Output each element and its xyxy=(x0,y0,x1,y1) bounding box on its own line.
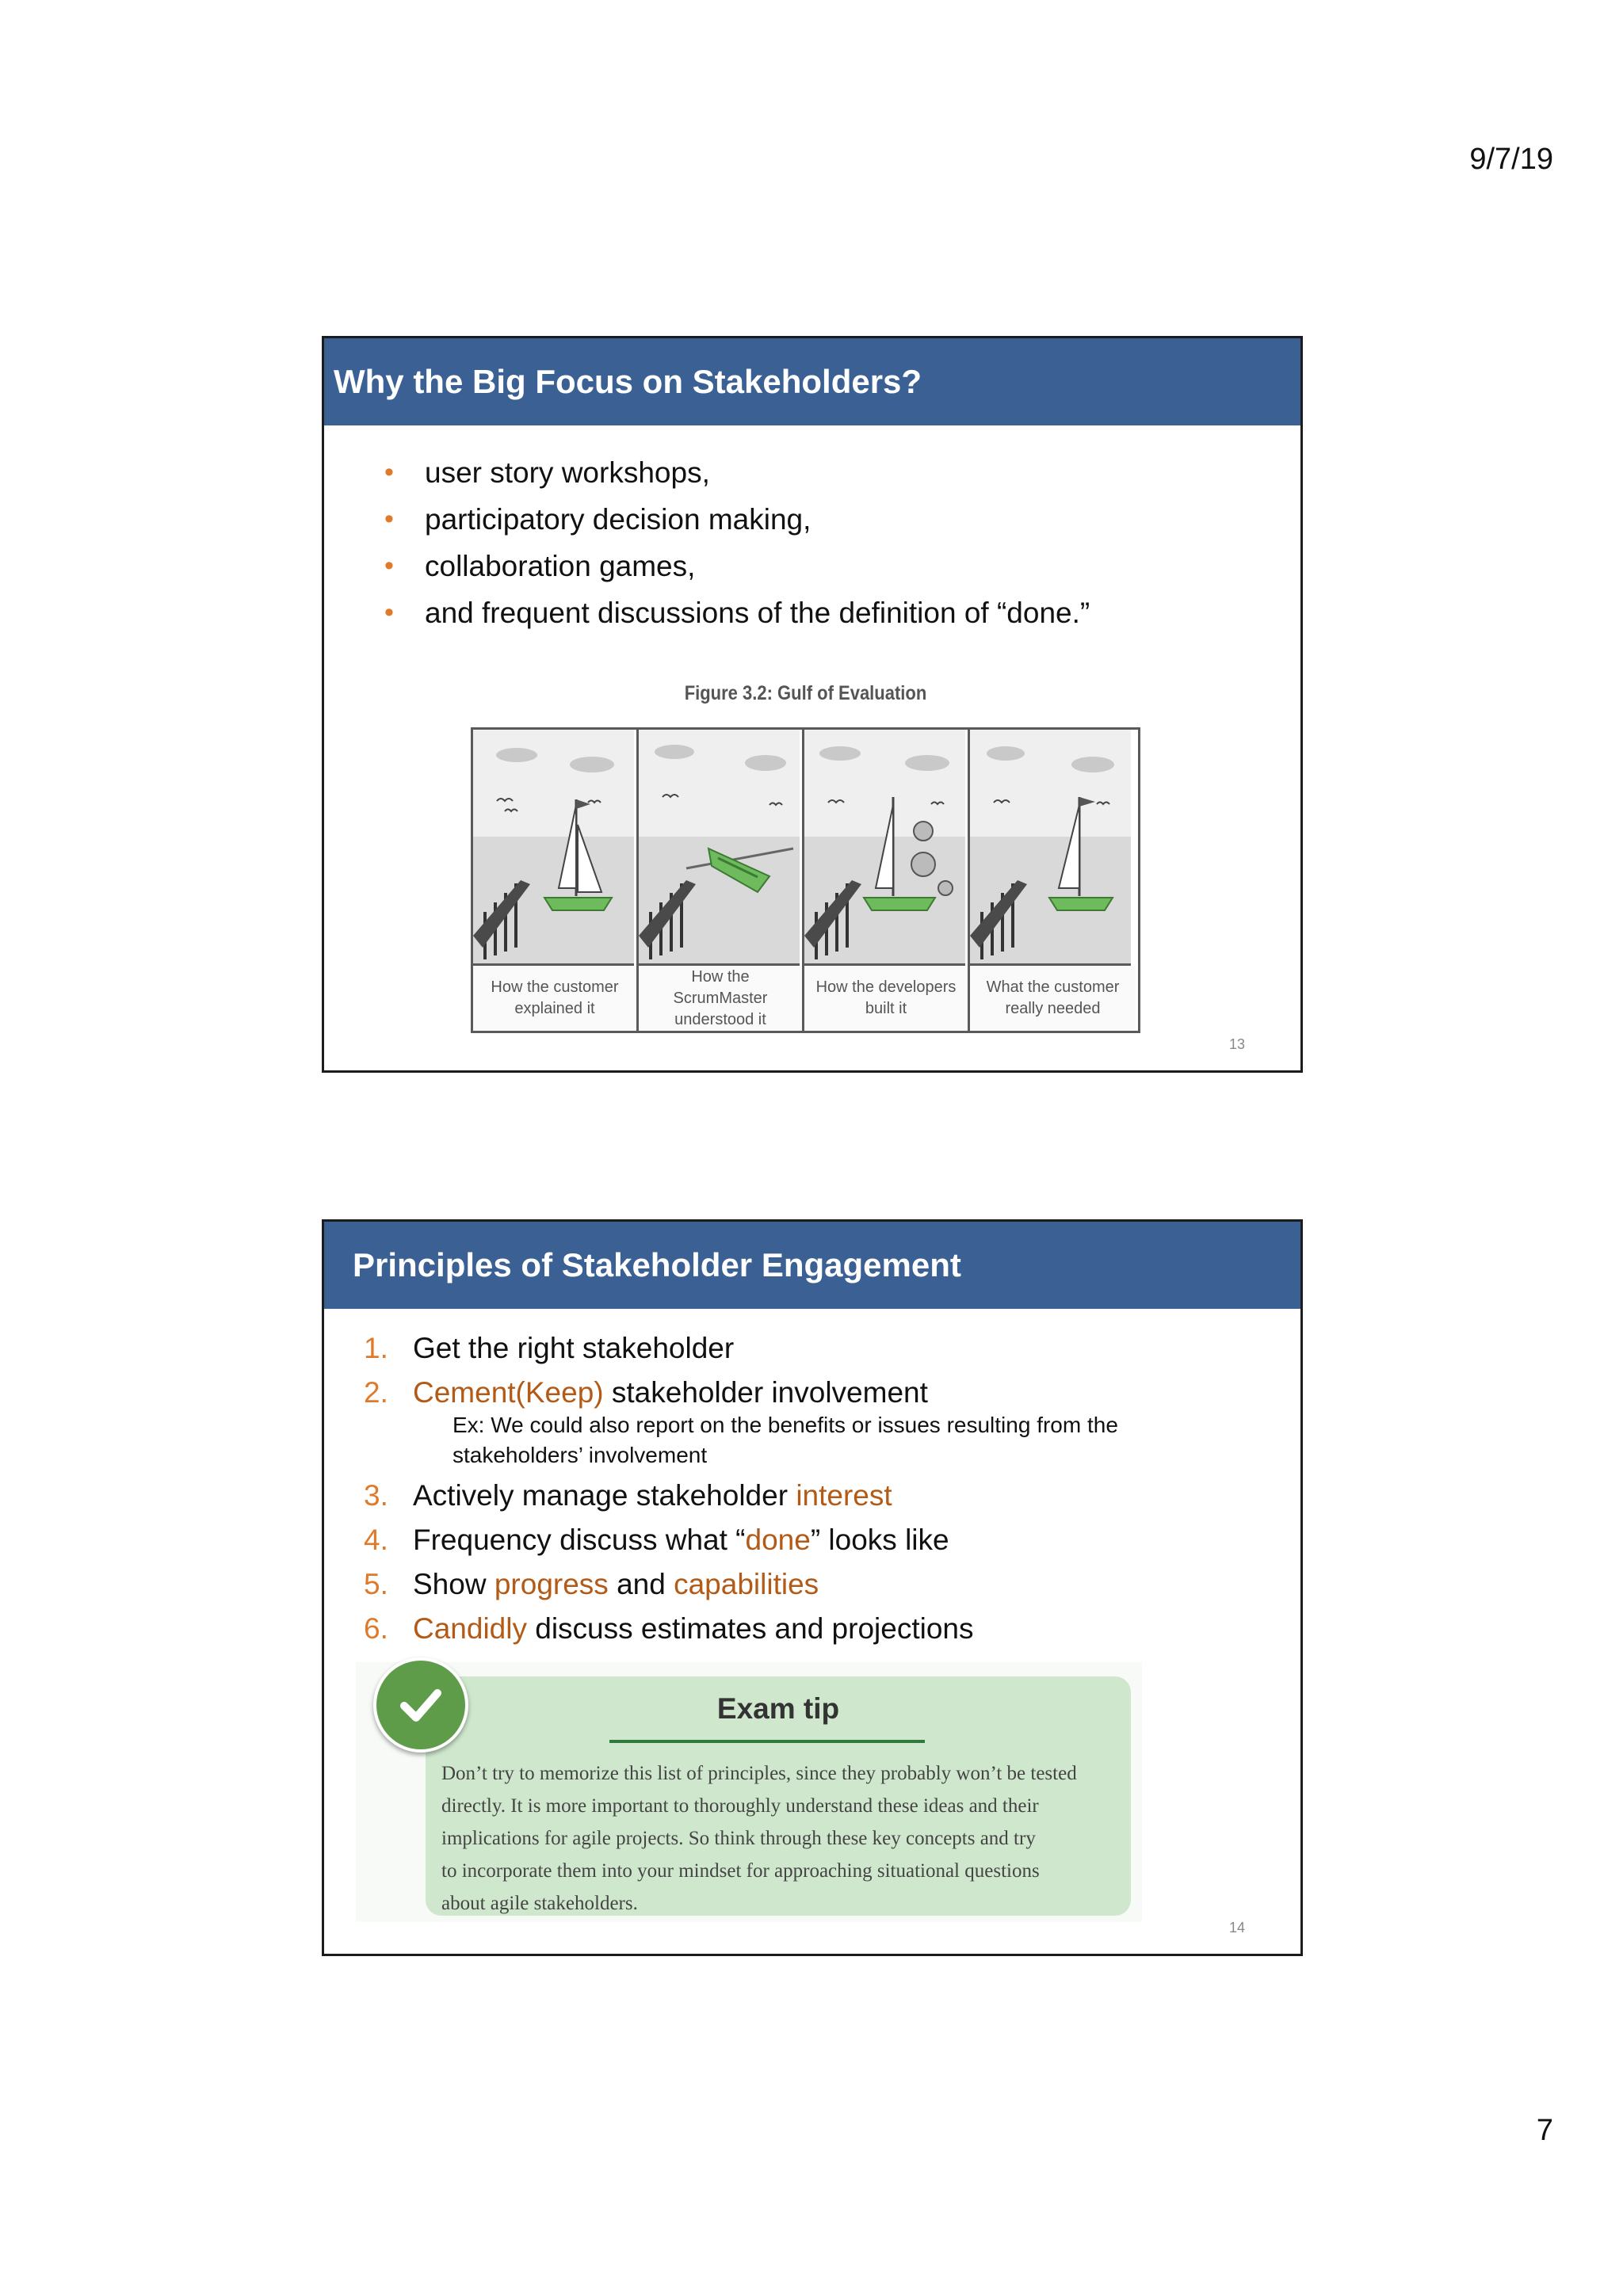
panel-caption: What the customer really needed xyxy=(970,966,1136,1031)
panel-caption: How the ScrumMaster understood it xyxy=(639,966,802,1031)
panel-caption: How the developers built it xyxy=(804,966,968,1031)
slide-number: 14 xyxy=(1228,1920,1245,1936)
principle-item: 2. Cement(Keep) stakeholder involvement xyxy=(364,1376,928,1409)
exam-tip-box xyxy=(426,1676,1131,1916)
slide-stakeholder-principles xyxy=(322,1219,1303,1956)
gulf-of-evaluation-figure xyxy=(471,682,1140,1033)
figure-title: Figure 3.2: Gulf of Evaluation xyxy=(684,682,927,704)
slide-title: Why the Big Focus on Stakeholders? xyxy=(324,338,1300,425)
exam-tip-callout xyxy=(356,1662,1142,1922)
sailboat-illustration xyxy=(473,730,634,966)
principle-item: 1. Get the right stakeholder xyxy=(364,1332,735,1364)
bullet-item: • user story workshops, xyxy=(380,449,1090,496)
checkmark-icon xyxy=(373,1657,468,1753)
slide-number: 13 xyxy=(1228,1036,1245,1052)
exam-tip-divider xyxy=(609,1740,925,1743)
principle-item: 5. Show progress and capabilities xyxy=(364,1568,819,1600)
bullet-item: • participatory decision making, xyxy=(380,496,1090,543)
figure-panels xyxy=(471,727,1140,1033)
exam-tip-title: Exam tip xyxy=(716,1692,840,1725)
bullet-item: • collaboration games, xyxy=(380,543,1090,589)
panel-customer-needed xyxy=(970,730,1136,1031)
panel-caption: How the customer explained it xyxy=(473,966,636,1031)
principle-item: 6. Candidly discuss estimates and projections xyxy=(364,1612,974,1645)
principles-list xyxy=(364,1326,1269,1651)
rowboat-illustration xyxy=(639,730,800,966)
sailboat-fans-illustration xyxy=(804,730,965,966)
slide-title: Principles of Stakeholder Engagement xyxy=(324,1222,1300,1309)
panel-developers-built xyxy=(804,730,970,1031)
panel-scrummaster-understood xyxy=(639,730,804,1031)
small-sailboat-illustration xyxy=(970,730,1131,966)
page-date: 9/7/19 xyxy=(1469,143,1553,176)
page-number: 7 xyxy=(1536,2114,1553,2147)
slide-stakeholder-focus xyxy=(322,336,1303,1073)
panel-customer-explained xyxy=(473,730,639,1031)
bullet-item: • and frequent discussions of the definition of “done.” xyxy=(380,589,1090,636)
principle-item: 4. Frequency discuss what “done” looks like xyxy=(364,1524,949,1556)
bullet-list xyxy=(380,449,1090,636)
principle-note: Ex: We could also report on the benefits or issues resulting from the stakeholders’ involvement xyxy=(453,1413,1118,1467)
exam-tip-text: Don’t try to memorize this list of principles, since they probably won’t be tested directly. It is more important to thoroughly understand these ideas and their implications for agile projects. So think through these key concepts and try to incorporate them into your mindset for approaching situational questions about agile stakeholders. xyxy=(441,1763,1077,1914)
principle-item: 3. Actively manage stakeholder interest xyxy=(364,1479,892,1512)
